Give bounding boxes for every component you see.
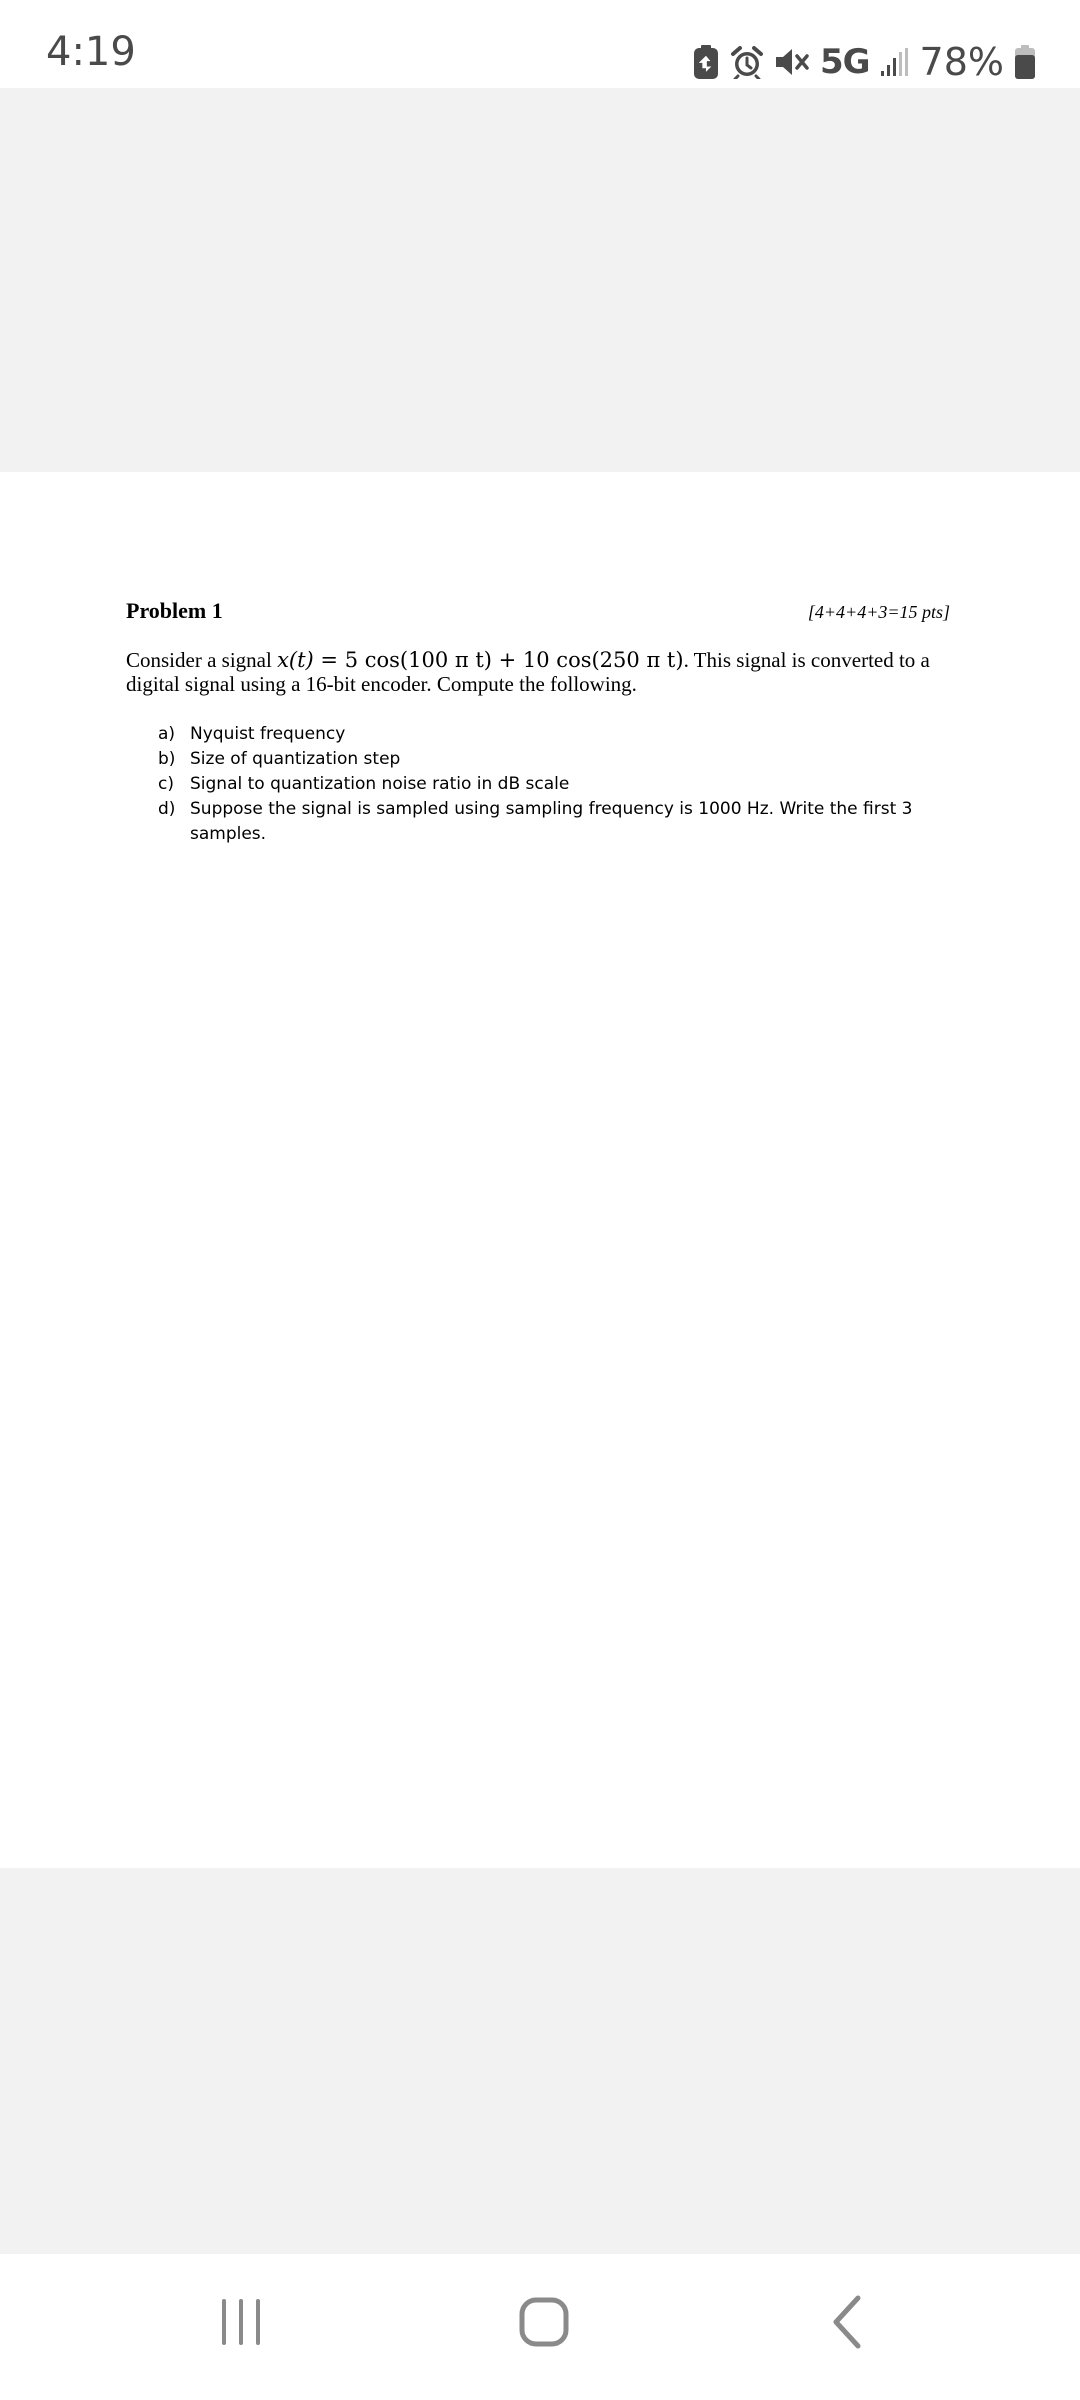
question-marker: d) <box>158 799 176 819</box>
home-icon <box>519 2297 569 2352</box>
document-page[interactable] <box>0 472 1080 1868</box>
list-item <box>158 772 918 797</box>
recents-button[interactable] <box>196 2284 286 2364</box>
equation: x(t) = 5 cos(100 π t) + 10 cos(250 π t) <box>277 648 684 672</box>
viewer-gutter-top[interactable] <box>0 88 1080 472</box>
question-text: Suppose the signal is sampled using sampling frequency is 1000 Hz. Write the first 3 samples. <box>190 799 913 844</box>
question-marker: c) <box>158 774 174 794</box>
viewer-gutter-bottom[interactable] <box>0 1868 1080 2254</box>
status-icons <box>692 38 1036 86</box>
question-text: Nyquist frequency <box>190 724 346 744</box>
network-type: 5G <box>819 42 870 82</box>
question-marker: a) <box>158 724 176 744</box>
battery-icon <box>1014 44 1036 80</box>
equation-lhs: x(t) <box>277 648 314 672</box>
status-time: 4:19 <box>46 29 136 75</box>
points-label: [4+4+4+3=15 pts] <box>807 602 950 622</box>
problem-statement <box>126 648 956 696</box>
home-button[interactable] <box>499 2284 589 2364</box>
list-item <box>158 747 918 772</box>
navigation-bar <box>0 2254 1080 2400</box>
question-marker: b) <box>158 749 176 769</box>
back-button[interactable] <box>802 2284 892 2364</box>
question-list <box>158 722 918 847</box>
list-item <box>158 797 918 847</box>
question-text: Size of quantization step <box>190 749 401 769</box>
battery-saver-icon <box>692 44 720 80</box>
mute-icon <box>774 45 810 79</box>
problem-title: Problem 1 <box>126 598 223 623</box>
status-bar <box>0 0 1080 88</box>
recents-icon <box>219 2297 263 2352</box>
equation-rhs: 5 cos(100 π t) + 10 cos(250 π t) <box>344 648 684 672</box>
question-text: Signal to quantization noise ratio in dB scale <box>190 774 570 794</box>
signal-icon <box>880 47 910 77</box>
alarm-icon <box>730 45 764 79</box>
intro-before: Consider a signal <box>126 648 278 672</box>
back-icon <box>830 2294 864 2355</box>
intro-after: . This signal is converted to a digital signal using a 16-bit encoder. Compute the following. <box>126 648 930 696</box>
list-item <box>158 722 918 747</box>
battery-percent: 78% <box>919 40 1004 84</box>
